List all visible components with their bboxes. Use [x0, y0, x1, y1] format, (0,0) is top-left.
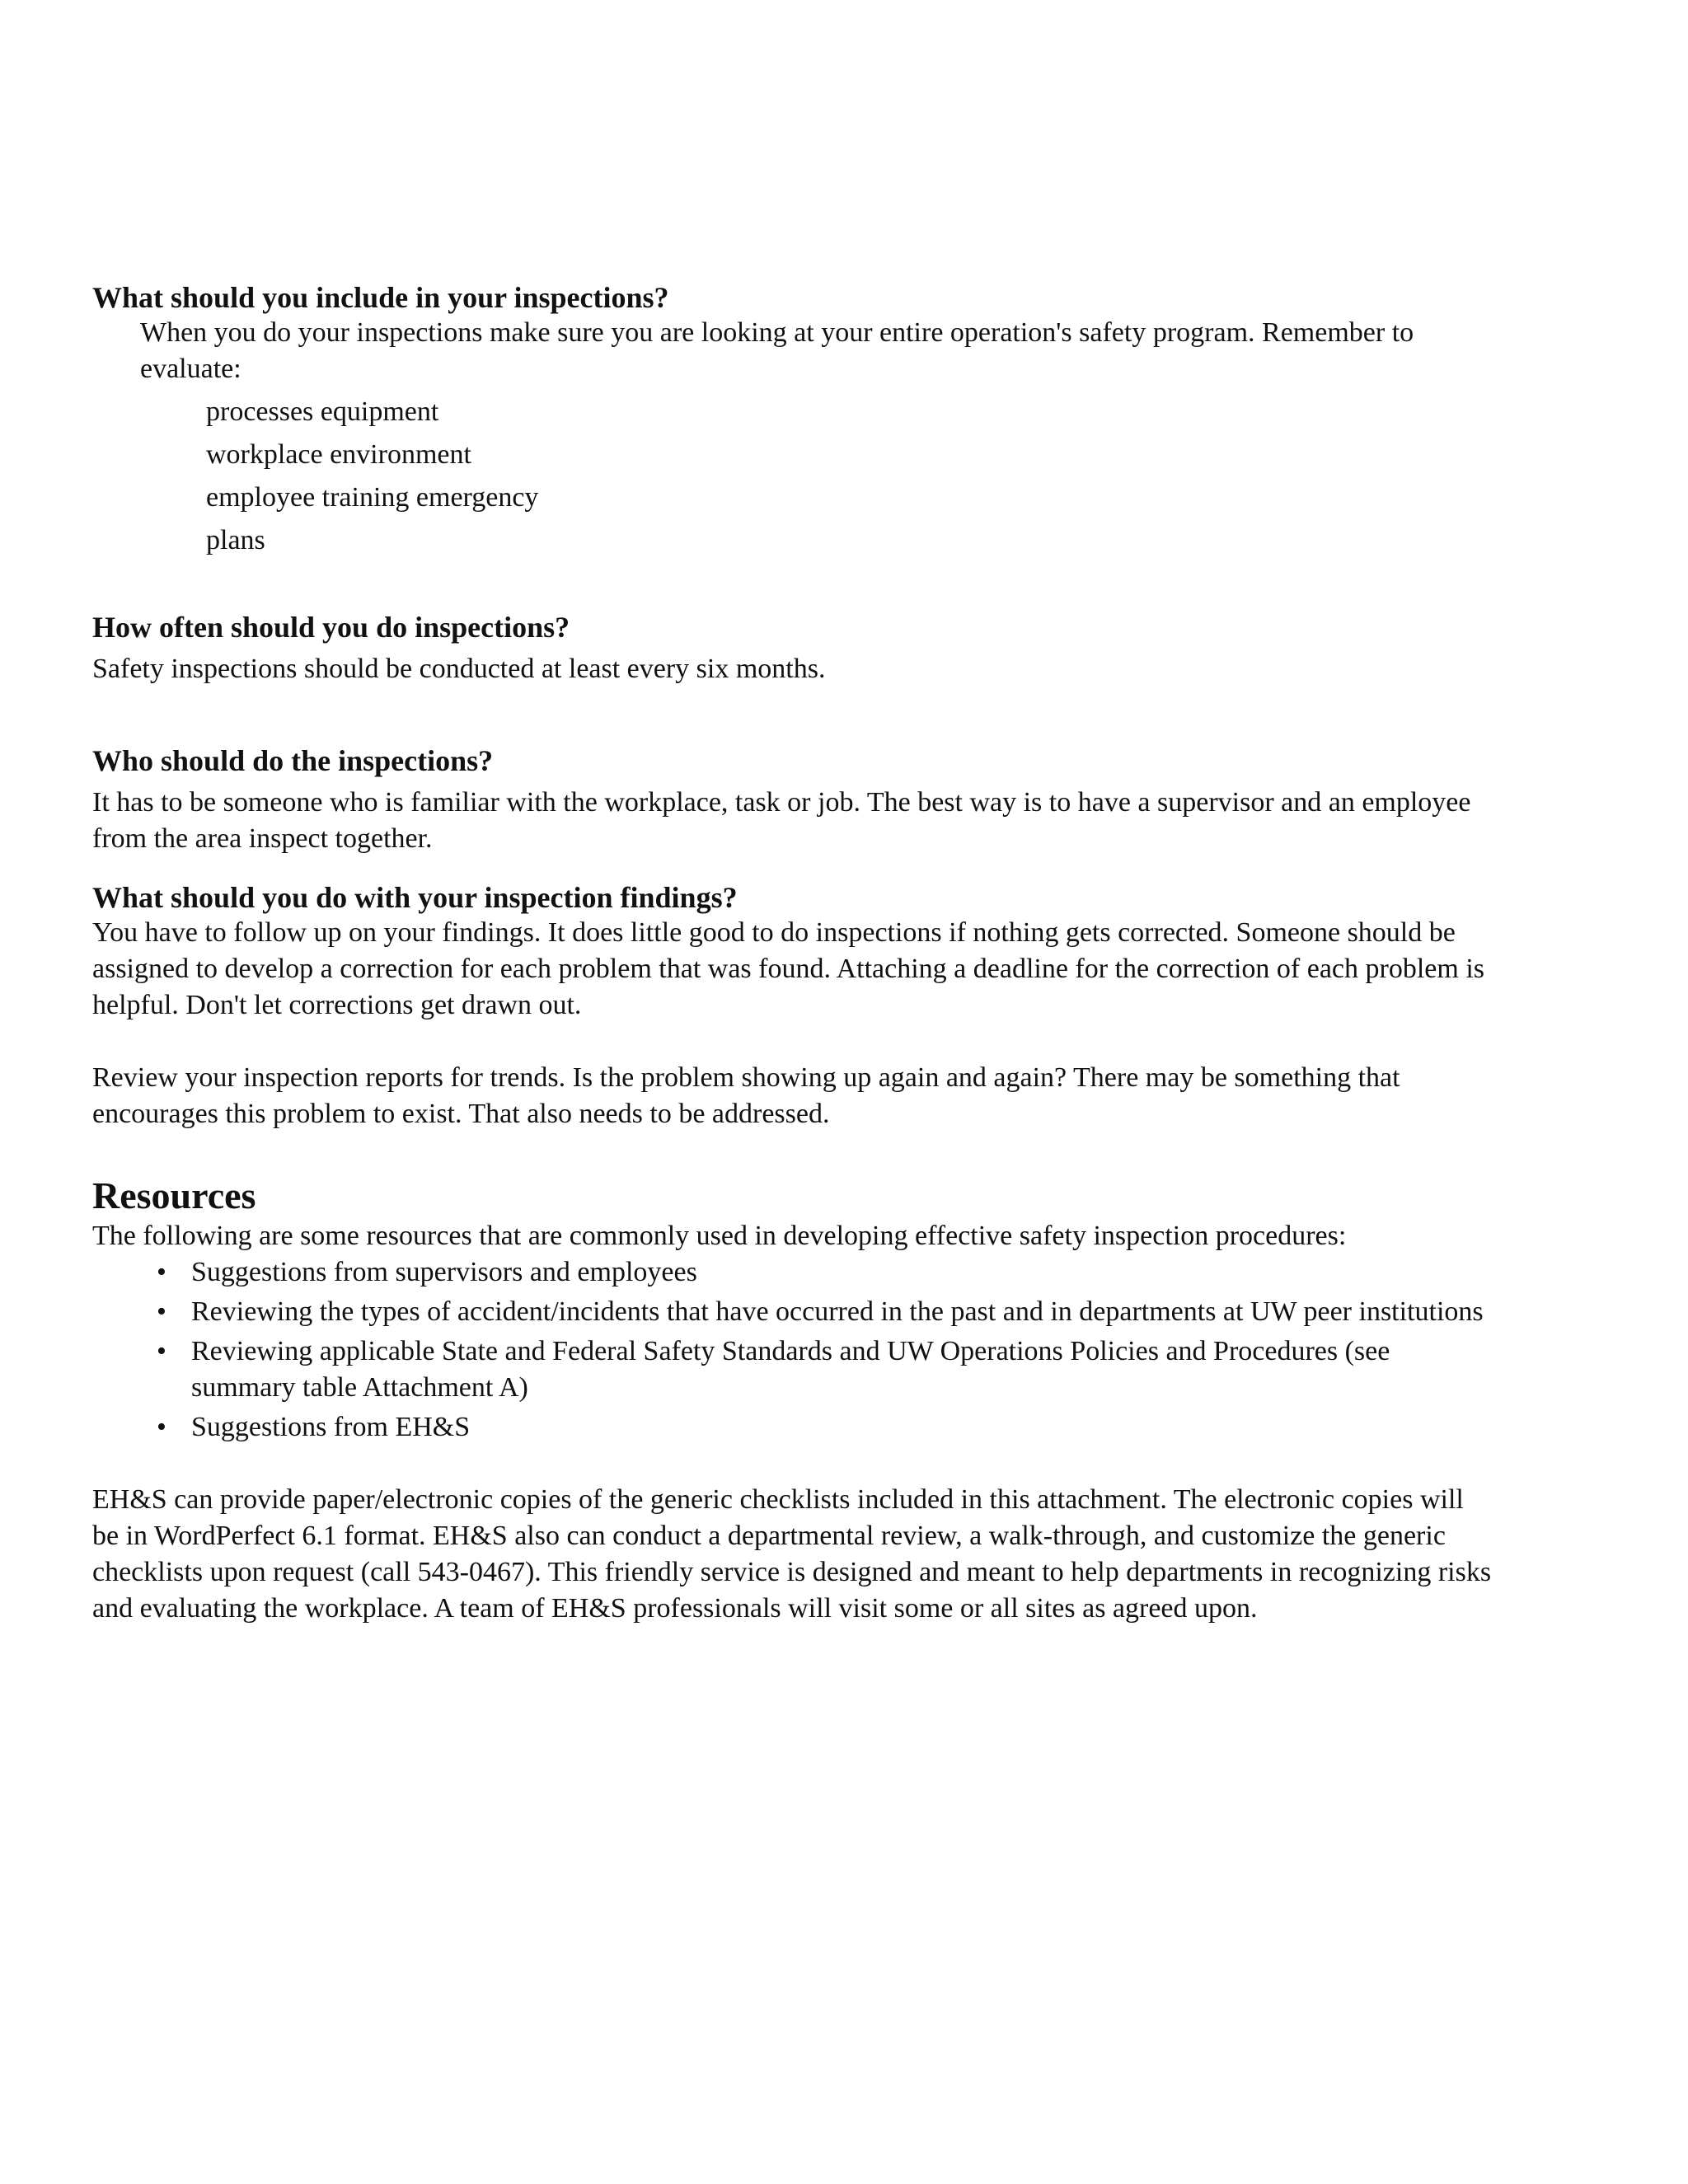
resources-list-item-text: Suggestions from supervisors and employees	[191, 1257, 697, 1287]
evaluate-item: processes equipment	[206, 396, 439, 427]
heading-include: What should you include in your inspections?	[92, 281, 669, 314]
resources-list-item-text: Suggestions from EH&S	[191, 1412, 471, 1442]
findings-body-1: You have to follow up on your findings. It does little good to do inspections if nothing gets corrected. Someone should be assigned to develop a correction for each problem that was found. Attaching a deadline for the correction of each problem is helpful. Don't let corrections get drawn out.	[92, 917, 1484, 1020]
who-body: It has to be someone who is familiar with the workplace, task or job. The best way is to have a supervisor and an employee from the area inspect together.	[92, 787, 1471, 854]
resources-list-item-text: Reviewing applicable State and Federal Safety Standards and UW Operations Policies and Procedures (see summary table Attachment A)	[191, 1336, 1390, 1403]
resources-list-item	[92, 1294, 1493, 1330]
evaluate-item: plans	[206, 525, 265, 555]
resources-list-item	[92, 1409, 1493, 1446]
heading-findings: What should you do with your inspection findings?	[92, 881, 738, 914]
frequency-body: Safety inspections should be conducted at least every six months.	[92, 654, 826, 684]
resources-list	[92, 1254, 1493, 1446]
evaluate-item: employee training emergency	[206, 482, 539, 513]
document-page	[92, 280, 1493, 1627]
resources-list-item	[92, 1254, 1493, 1291]
evaluate-list	[206, 391, 1493, 562]
findings-body-2: Review your inspection reports for trends. Is the problem showing up again and again? There may be something that encourages this problem to exist. That also needs to be addressed.	[92, 1062, 1400, 1129]
heading-who: Who should do the inspections?	[92, 744, 494, 777]
heading-frequency: How often should you do inspections?	[92, 611, 570, 644]
include-intro: When you do your inspections make sure you are looking at your entire operation's safety program. Remember to evaluate:	[140, 317, 1414, 384]
resources-closing: EH&S can provide paper/electronic copies of the generic checklists included in this attachment. The electronic copies will be in WordPerfect 6.1 format. EH&S also can conduct a departmental review, a walk-through, and customize the generic checklists upon request (call 543-0467). This friendly service is designed and meant to help departments in recognizing risks and evaluating the workplace. A team of EH&S professionals will visit some or all sites as agreed upon.	[92, 1484, 1492, 1624]
bullet-icon: •	[157, 1257, 166, 1287]
resources-list-item	[92, 1333, 1493, 1406]
resources-intro: The following are some resources that are commonly used in developing effective safety inspection procedures:	[92, 1221, 1347, 1251]
resources-title: Resources	[92, 1174, 256, 1216]
bullet-icon: •	[157, 1412, 166, 1442]
resources-list-item-text: Reviewing the types of accident/incidents that have occurred in the past and in departments at UW peer institutions	[191, 1296, 1484, 1327]
bullet-icon: •	[157, 1336, 166, 1366]
evaluate-item: workplace environment	[206, 439, 471, 470]
bullet-icon: •	[157, 1296, 166, 1327]
